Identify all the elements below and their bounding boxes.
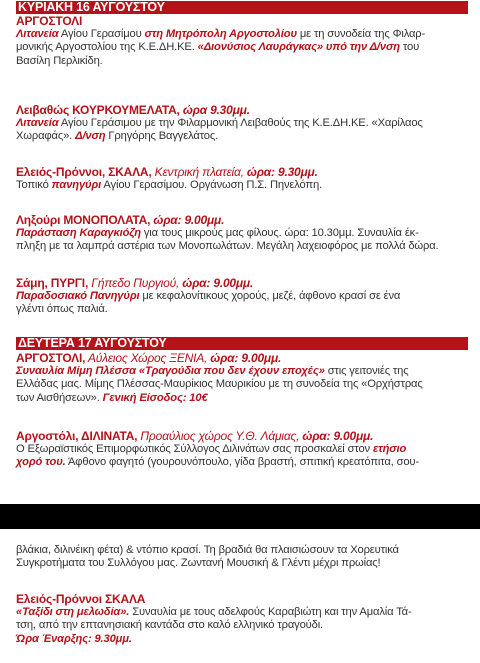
event-title: ΑΡΓΟΣΤΟΛΙ — [16, 14, 83, 28]
event-title: Ελειός-Πρόννοι ΣΚΑΛΑ — [16, 592, 146, 606]
event-title: Αργοστόλι, ΔΙΛΙΝΑΤΑ, Προαύλιος χώρος Υ.Θ. Λάμιας, ώρα: 9.00μμ. — [16, 429, 374, 443]
event-argostoli-litany — [16, 15, 468, 68]
day-header-sunday: ΚΥΡΙΑΚΗ 16 ΑΥΓΟΥΣΤΟΥ — [16, 1, 468, 14]
event-description: Παραδοσιακό Πανηγύρι με κεφαλονίτικους χορούς, μεζέ, άφθονο κρασί σε ένα γλέντι όπως παλιά. — [16, 290, 401, 316]
event-description: Τοπικό πανηγύρι Αγίου Γερασίμου. Οργάνωση Π.Σ. Πηνελόπη. — [16, 179, 323, 191]
event-description: «Ταξίδι στη μελωδία». Συναυλία με τους αδελφούς Καραβιώτη και την Αμαλία Τά- τση, από την επτανησιακή καντάδα στο καλό ελληνικό τραγούδι. Ώρα Έναρξης: 9.30μμ. — [16, 606, 412, 645]
event-dilinata — [16, 430, 468, 470]
event-description: Συναυλία Μίμη Πλέσσα «Τραγούδια που δεν έχουν εποχές» στις γειτονιές της Ελλάδας μας. Μίμης Πλέσσας-Μαυρίκιος Μαυρικίου με τη συνοδεία της «Ορχήστρας των Αισθήσεων». Γενική Είσοδος: 10€ — [16, 365, 423, 404]
event-description: Λιτανεία Αγίου Γερασίμου στη Μητρόπολη Αργοστολίου με τη συνοδεία της Φιλαρ- μονικής Αργοστολίου της Κ.Ε.ΔΗ.ΚΕ. «Διονύσιος Λαυράγκας» υπό την Δ/νση του Βασίλη Περλικίδη. — [16, 28, 426, 67]
event-pyrgi — [16, 277, 468, 317]
event-title: Ληξούρι ΜΟΝΟΠΟΛΑΤΑ, ώρα: 9.00μμ. — [16, 213, 225, 227]
day-header-monday: ΔΕΥΤΕΡΑ 17 ΑΥΓΟΥΣΤΟΥ — [16, 337, 468, 350]
event-title: ΑΡΓΟΣΤΟΛΙ, Αύλειος Χώρος ΞΕΝΙΑ, ώρα: 9.00μμ. — [16, 351, 282, 365]
event-description: βλάκια, διλινέικη φέτα) & ντόπιο κρασί. Τη βραδιά θα πλαισιώσουν τα Χορευτικά Συγκροτήματα του Συλλόγου μας. Ζωντανή Μουσική & Γλέντι μέχρι πρωίας! — [16, 544, 399, 570]
page-break-band — [0, 504, 480, 529]
event-description: Λιτανεία Αγίου Γεράσιμου με την Φιλαρμονική Λειβαθούς της Κ.Ε.ΔΗ.ΚΕ. «Χαρίλαος Χωραφάς». Δ/νση Γρηγόρης Βαγγελάτος. — [16, 117, 423, 143]
event-kourkoumelata — [16, 104, 468, 144]
event-skala-panigyri — [16, 166, 468, 192]
event-description: Ο Εξωραϊστικός Επιμορφωτικός Σύλλογος Διλινάτων σας προσκαλεί στον ετήσιο χορό του. Άφθονο φαγητό (γουρουνόπουλο, γίδα βραστή, σπιτική κρεατόπιτα, σου- — [16, 443, 419, 469]
event-monopolata — [16, 214, 468, 254]
event-title: Λειβαθώς ΚΟΥΡΚΟΥΜΕΛΑΤΑ, ώρα 9.30μμ. — [16, 103, 250, 117]
event-description: Παράσταση Καραγκιόζη για τους μικρούς μας φίλους. ώρα: 10.30μμ. Συναυλία έκ- πληξη με τα λαμπρά αστέρια των Μονοπωλάτων. Μεγάλη λαχειοφόρος με πολλά δώρα. — [16, 227, 439, 253]
event-title: Ελειός-Πρόννοι, ΣΚΑΛΑ, Κεντρική πλατεία, ώρα: 9.30μμ. — [16, 165, 318, 179]
event-title: Σάμη, ΠΥΡΓΙ, Γήπεδο Πυργιού, ώρα: 9.00μμ. — [16, 276, 254, 290]
event-skala-melody — [16, 593, 468, 646]
event-dilinata-continued — [16, 544, 468, 571]
event-xenia-concert — [16, 352, 468, 405]
